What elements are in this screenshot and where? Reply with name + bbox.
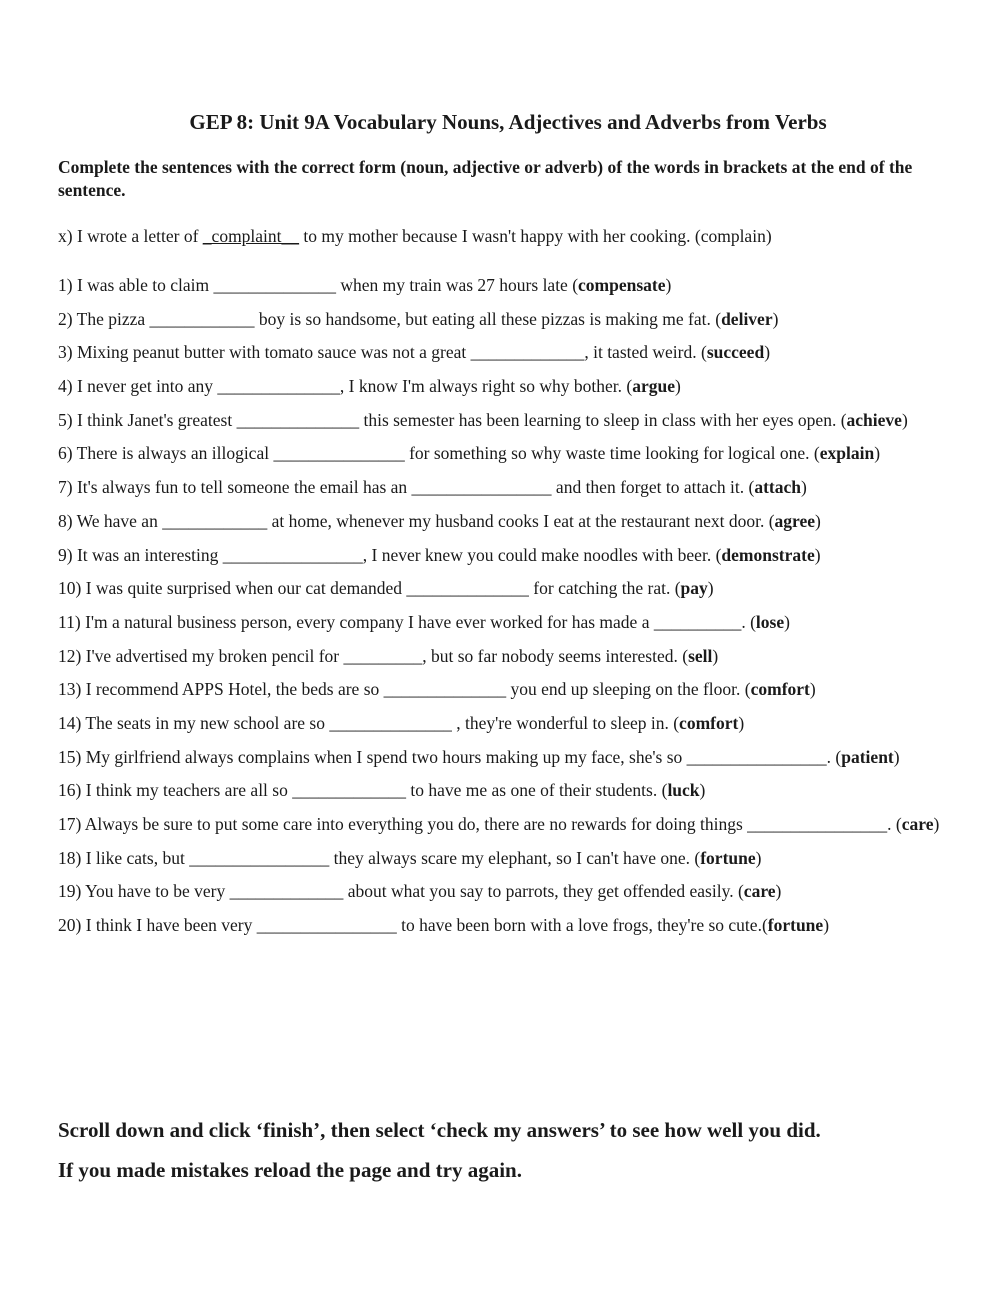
question-number: 2) — [58, 308, 73, 329]
question-4 — [58, 370, 958, 404]
question-root-word: comfort — [750, 679, 810, 700]
question-number: 1) — [58, 275, 73, 295]
question-root-word: compensate — [578, 275, 666, 295]
question-root-word: fortune — [767, 915, 824, 936]
question-end: ) — [699, 780, 706, 801]
question-12 — [58, 640, 958, 674]
question-root-word: sell — [688, 645, 713, 666]
footer-line-2: If you made mistakes reload the page and try again. — [58, 1158, 522, 1182]
question-root-word: deliver — [721, 308, 773, 329]
question-number: 7) — [58, 477, 73, 498]
question-number: 19) — [58, 881, 82, 902]
question-2 — [58, 303, 958, 337]
question-1 — [58, 269, 958, 303]
example-after: to my mother because I wasn't happy with her cooking. (complain) — [299, 226, 772, 246]
instructions: Complete the sentences with the correct form (noun, adjective or adverb) of the words in brackets at the end of the sentence. — [58, 157, 913, 200]
question-7 — [58, 471, 958, 505]
question-end: ) — [665, 275, 672, 295]
question-text: I never get into any ______________, I know I'm always right so why bother. ( — [76, 376, 633, 397]
question-9 — [58, 539, 958, 573]
question-text: I've advertised my broken pencil for _________, but so far nobody seems interested. ( — [85, 645, 689, 666]
example-sentence — [58, 224, 772, 248]
question-text: I think I have been very ________________ to have been born with a love frogs, they're so cute.( — [85, 915, 768, 936]
question-root-word: argue — [632, 376, 676, 397]
question-list — [58, 269, 958, 943]
question-number: 20) — [58, 915, 82, 936]
question-end: ) — [874, 443, 881, 464]
question-end: ) — [775, 881, 782, 902]
question-number: 18) — [58, 847, 82, 868]
question-19 — [58, 875, 958, 909]
question-13 — [58, 673, 958, 707]
question-text: I think Janet's greatest ______________ this semester has been learning to sleep in class with her eyes open. ( — [76, 409, 847, 430]
question-18 — [58, 842, 958, 876]
question-text: It was an interesting ________________, I never knew you could make noodles with beer. ( — [76, 544, 722, 565]
question-text: I like cats, but ________________ they always scare my elephant, so I can't have one. ( — [85, 847, 701, 868]
question-end: ) — [815, 510, 821, 531]
question-end: ) — [801, 477, 807, 498]
question-8 — [58, 505, 958, 539]
question-root-word: attach — [754, 477, 802, 498]
question-number: 4) — [58, 376, 73, 397]
question-number: 9) — [58, 544, 73, 565]
question-text: My girlfriend always complains when I spend two hours making up my face, she's so ________________. ( — [85, 746, 842, 767]
question-number: 15) — [58, 746, 82, 767]
question-number: 12) — [58, 645, 82, 666]
question-end: ) — [814, 544, 821, 565]
question-root-word: lose — [755, 611, 785, 632]
question-text: Always be sure to put some care into everything you do, there are no rewards for doing things ________________. ( — [84, 814, 902, 835]
question-text: There is always an illogical _______________ for something so why waste time looking for logical one. ( — [76, 443, 820, 464]
question-text: It's always fun to tell someone the email has an ________________ and then forget to attach it. ( — [76, 477, 755, 498]
example-answer: _complaint__ — [202, 226, 300, 246]
question-number: 3) — [58, 342, 73, 363]
question-root-word: demonstrate — [721, 544, 815, 565]
question-end: ) — [809, 679, 816, 700]
question-text: The seats in my new school are so ______________ , they're wonderful to sleep in. ( — [85, 712, 680, 733]
question-6 — [58, 437, 958, 471]
question-number: 17) — [58, 814, 82, 835]
question-root-word: care — [743, 881, 776, 902]
question-end: ) — [712, 645, 719, 666]
question-root-word: luck — [667, 780, 700, 801]
question-end: ) — [823, 915, 830, 936]
question-end: ) — [738, 712, 745, 733]
question-number: 13) — [58, 679, 82, 700]
question-number: 8) — [58, 510, 73, 531]
question-text: Mixing peanut butter with tomato sauce was not a great _____________, it tasted weird. ( — [76, 342, 707, 363]
worksheet-title: GEP 8: Unit 9A Vocabulary Nouns, Adjectives and Adverbs from Verbs — [189, 110, 827, 134]
question-10 — [58, 572, 958, 606]
footer-line-1: Scroll down and click ‘finish’, then select ‘check my answers’ to see how well you did. — [58, 1118, 821, 1142]
question-end: ) — [893, 746, 900, 767]
example-before: x) I wrote a letter of — [58, 226, 203, 246]
question-5 — [58, 404, 958, 438]
question-root-word: achieve — [846, 409, 902, 430]
question-number: 6) — [58, 443, 73, 464]
question-text: The pizza ____________ boy is so handsome, but eating all these pizzas is making me fat. ( — [76, 308, 722, 329]
question-20 — [58, 909, 958, 943]
question-end: ) — [901, 409, 908, 430]
question-root-word: agree — [774, 510, 816, 531]
question-root-word: care — [901, 814, 934, 835]
question-end: ) — [764, 342, 771, 363]
question-number: 11) — [58, 611, 81, 632]
question-16 — [58, 774, 958, 808]
question-end: ) — [784, 611, 790, 632]
question-14 — [58, 707, 958, 741]
question-number: 14) — [58, 712, 82, 733]
footer-instructions — [58, 1110, 821, 1190]
question-text: I was able to claim ______________ when my train was 27 hours late ( — [76, 275, 579, 295]
question-root-word: fortune — [700, 847, 756, 868]
question-text: I was quite surprised when our cat demanded ______________ for catching the rat. ( — [85, 578, 681, 599]
question-15 — [58, 741, 958, 775]
question-root-word: pay — [680, 578, 708, 599]
question-3 — [58, 336, 958, 370]
question-17 — [58, 808, 958, 842]
question-end: ) — [707, 578, 714, 599]
question-11 — [58, 606, 958, 640]
question-number: 5) — [58, 409, 73, 430]
question-number: 16) — [58, 780, 82, 801]
question-text: I think my teachers are all so _____________ to have me as one of their students. ( — [85, 780, 668, 801]
question-number: 10) — [58, 578, 82, 599]
question-end: ) — [772, 308, 779, 329]
question-root-word: patient — [841, 746, 894, 767]
question-end: ) — [933, 814, 940, 835]
question-text: I recommend APPS Hotel, the beds are so ______________ you end up sleeping on the floor. ( — [85, 679, 751, 700]
question-end: ) — [755, 847, 762, 868]
question-root-word: comfort — [679, 712, 739, 733]
question-text: I'm a natural business person, every company I have ever worked for has made a __________. ( — [85, 611, 756, 632]
question-root-word: explain — [819, 443, 875, 464]
question-root-word: succeed — [706, 342, 765, 363]
question-end: ) — [675, 376, 681, 397]
question-text: We have an ____________ at home, whenever my husband cooks I eat at the restaurant next door. ( — [76, 510, 775, 531]
question-text: You have to be very _____________ about what you say to parrots, they get offended easily. ( — [85, 881, 744, 902]
